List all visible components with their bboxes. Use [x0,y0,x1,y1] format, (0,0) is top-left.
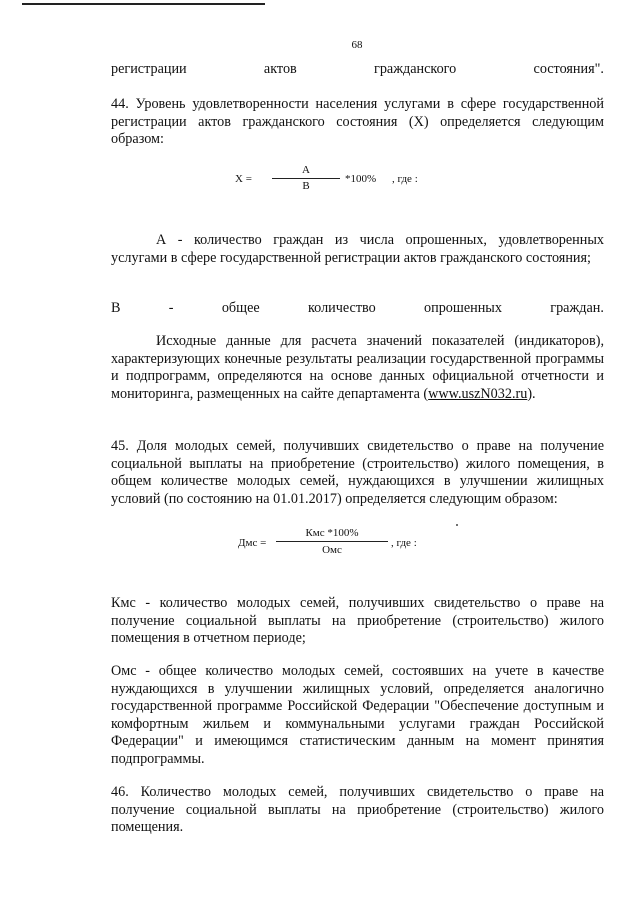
formula-denominator: В [302,180,310,192]
definition-a: А - количество граждан из числа опрошенных, удовлетворенных услугами в сфере государственной регистрации актов гражданского состояния; [111,232,604,266]
fraction-bar [272,178,340,179]
formula-x [0,163,640,203]
page-number: 68 [351,39,363,51]
formula-lhs: Дмс = [238,537,267,549]
word: гражданского [374,61,457,77]
word: общее [221,300,260,316]
formula-multiplier: *100% [345,173,377,185]
header-rule [22,3,265,5]
formula-numerator: Кмс *100% [305,527,359,539]
formula-lhs: Х = [235,173,252,185]
word: граждан. [550,300,604,316]
definition-b [111,300,604,318]
formula-denominator: Омс [322,544,342,556]
fraction-bar [276,541,388,542]
definition-kms: Кмс - количество молодых семей, получивших свидетельство о праве на получение социальной выплаты на приобретение (строительство) жилого помещения в отчетном периоде; [111,595,604,646]
word: количество [307,300,376,316]
paragraph-45: 45. Доля молодых семей, получивших свидетельство о праве на получение социальной выплаты на приобретение (строительство) жилого помещения, в общем количестве молодых семей, нуждающихся в улучшении жилищных условий (по состоянию на 01.01.2017) определяется следующим образом: [111,438,604,507]
word: актов [263,61,297,77]
word: состояния". [533,61,604,77]
formula-numerator: А [302,164,310,176]
word: - [168,300,174,316]
paragraph-44: 44. Уровень удовлетворенности населения услугами в сфере государственной регистрации актов гражданского состояния (Х) определяется следующим образом: [111,96,604,147]
word: опрошенных [424,300,502,316]
source-text: Исходные данные для расчета значений показателей (индикаторов), характеризующих конечные результаты реализации государственной программы и подпрограмм, определяются на основе данных официальной отчетности и мониторинга, размещенных на сайте департамента ( [111,333,604,402]
paragraph-43-tail [111,61,604,79]
formula-where: , где : [391,537,417,549]
source-after: ). [527,385,536,402]
source-paragraph [111,333,604,403]
department-site-link[interactable]: www.uszN032.ru [428,385,528,402]
definition-oms: Омс - общее количество молодых семей, состоявших на учете в качестве нуждающихся в улучшении жилищных условий, определяется аналогично государственной программе Российской Федерации "Обеспечение доступным и комфортным жильем и коммунальными услугами граждан Российской Федерации" и имеющимся статистическим данным на момент принятия подпрограммы. [111,663,604,767]
word: В [111,300,121,316]
formula-dms [0,526,640,566]
word: регистрации [111,61,187,77]
formula-where: , где : [392,173,418,185]
paragraph-46: 46. Количество молодых семей, получивших свидетельство о праве на получение социальной выплаты на приобретение (строительство) жилого помещения. [111,784,604,835]
